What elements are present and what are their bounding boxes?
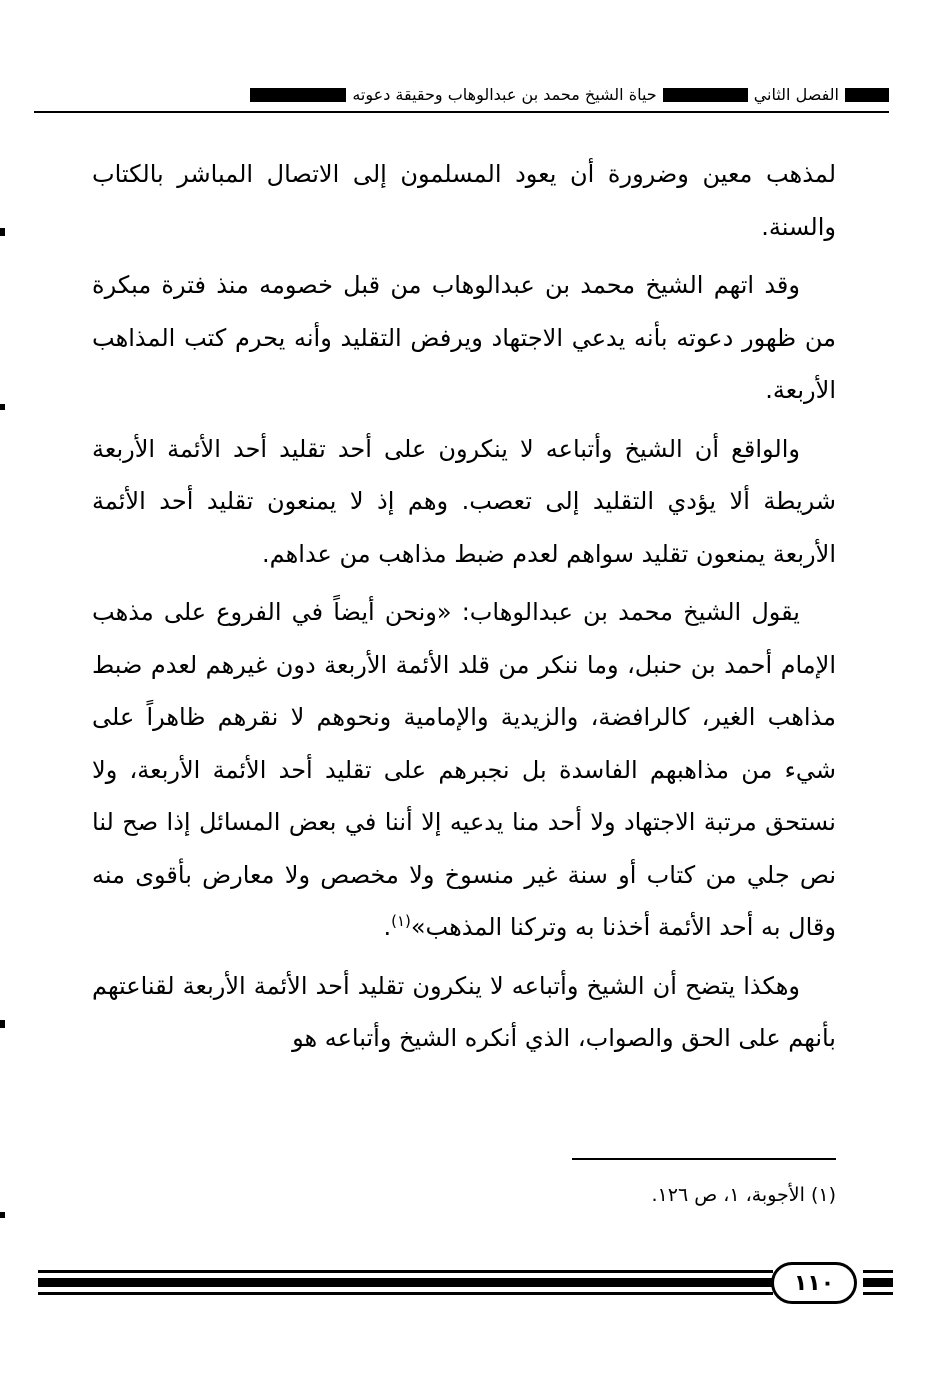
- header-bar: [250, 88, 346, 102]
- header-rule: [34, 111, 889, 113]
- paragraph-5: وهكذا يتضح أن الشيخ وأتباعه لا ينكرون تقليد أحد الأئمة الأربعة لقناعتهم بأنهم على الحق والصواب، الذي أنكره الشيخ وأتباعه هو: [92, 971, 836, 1052]
- footer-line: [863, 1270, 893, 1273]
- footer-line: [38, 1278, 773, 1287]
- scan-mark: [0, 1020, 5, 1028]
- page-body: [92, 148, 836, 1071]
- footnote-reference[interactable]: (١): [391, 912, 411, 930]
- scan-mark: [0, 404, 5, 410]
- header-bar: [845, 88, 889, 102]
- paragraph-2: وقد اتهم الشيخ محمد بن عبدالوهاب من قبل خصومه منذ فترة مبكرة من ظهور دعوته بأنه يدعي الاجتهاد ويرفض التقليد وأنه يحرم كتب المذاهب الأربعة.: [92, 271, 836, 404]
- footer-line: [38, 1270, 773, 1273]
- paragraph-1: لمذهب معين وضرورة أن يعود المسلمون إلى الاتصال المباشر بالكتاب والسنة.: [92, 160, 836, 241]
- paragraph-4: [92, 586, 836, 954]
- footnote-rule: [572, 1158, 836, 1160]
- paragraph-3: والواقع أن الشيخ وأتباعه لا ينكرون على أحد تقليد أحد الأئمة الأربعة شريطة ألا يؤدي التقليد إلى تعصب. وهم إذ لا يمنعون تقليد أحد الأئمة الأربعة يمنعون تقليد سواهم لعدم ضبط مذاهب من عداهم.: [92, 434, 836, 568]
- footer-line: [38, 1292, 773, 1295]
- header-bar: [663, 88, 748, 102]
- page-footer: [38, 1262, 893, 1310]
- quote-end: .: [383, 913, 392, 941]
- footer-line: [863, 1278, 893, 1287]
- scan-mark: [0, 1212, 5, 1218]
- footnote: (١) الأجوبة، ١، ص ١٢٦.: [651, 1184, 836, 1206]
- book-title: حياة الشيخ محمد بن عبدالوهاب وحقيقة دعوته: [352, 85, 657, 104]
- running-header: [34, 80, 889, 110]
- scan-mark: [0, 228, 5, 236]
- page-number: ١١٠: [771, 1262, 857, 1304]
- footer-line: [863, 1292, 893, 1295]
- chapter-label: الفصل الثاني: [753, 85, 839, 104]
- quote-text: يقول الشيخ محمد بن عبدالوهاب: «ونحن أيضاً في الفروع على مذهب الإمام أحمد بن حنبل، وما ننكر من قلد الأئمة الأربعة دون غيرهم لعدم ضبط مذاهب الغير، كالرافضة، والزيدية والإمامية ونحوهم لا نقرهم ظاهراً على شيء من مذاهبهم الفاسدة بل نجبرهم على تقليد أحد الأئمة الأربعة، ولا نستحق مرتبة الاجتهاد ولا أحد منا يدعيه إلا أننا في بعض المسائل إذا صح لنا نص جلي من كتاب أو سنة غير منسوخ ولا مخصص ولا معارض بأقوى منه وقال به أحد الأئمة أخذنا به وتركنا المذهب»: [92, 598, 836, 941]
